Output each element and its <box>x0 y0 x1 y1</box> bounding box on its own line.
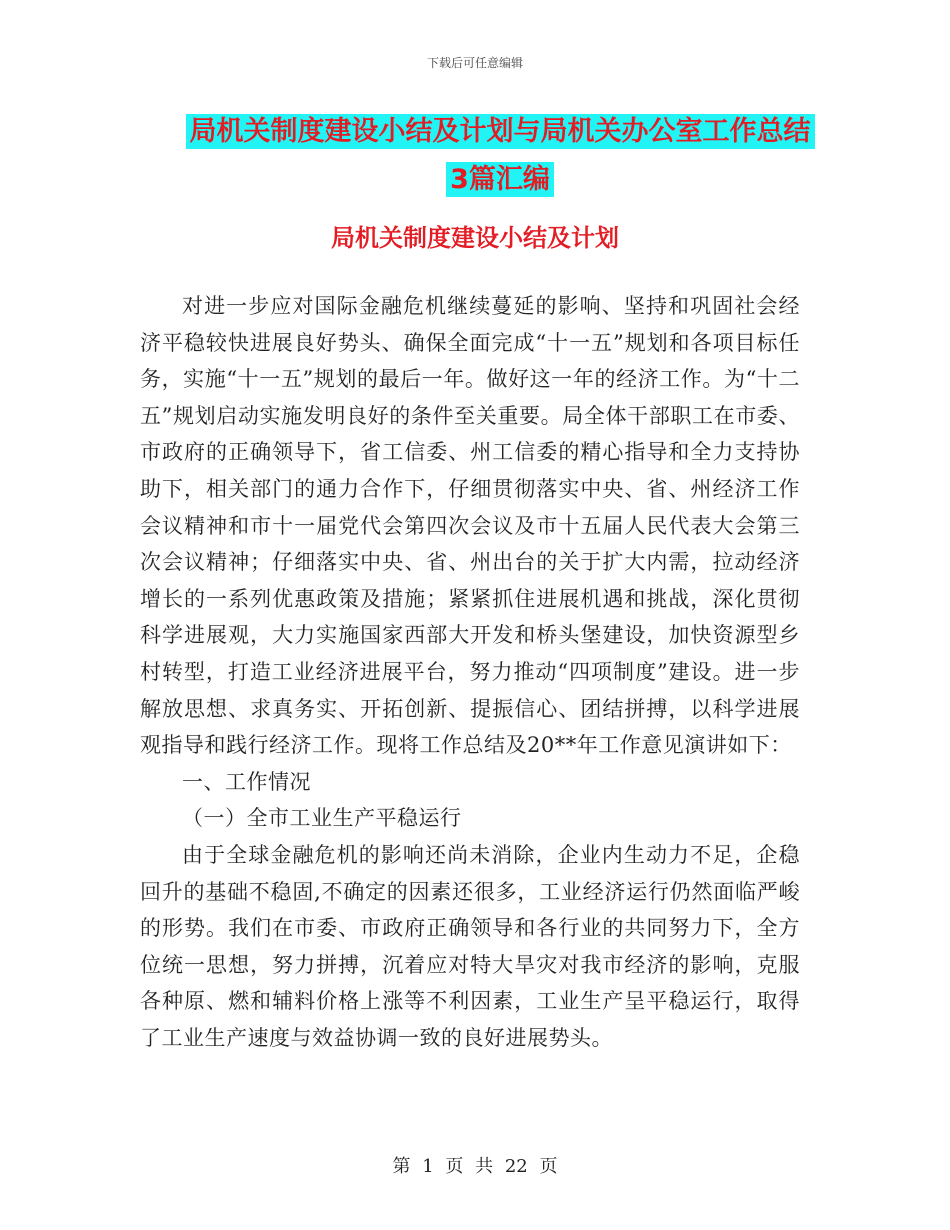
document-title-line1: 局机关制度建设小结及计划与局机关办公室工作总结 <box>186 114 815 149</box>
paragraph-industrial: 由于全球金融危机的影响还尚未消除，企业内生动力不足，企稳回升的基础不稳固,不确定的因素还很多，工业经济运行仍然面临严峻的形势。我们在市委、市政府正确领导和各行业的共同努力下，全方位统一思想，努力拼搏，沉着应对特大旱灾对我市经济的影响，克服各种原、燃和辅料价格上涨等不利因素，工业生产呈平稳运行，取得了工业生产速度与效益协调一致的良好进展势头。 <box>140 842 800 1050</box>
document-body <box>140 288 800 1056</box>
document-title-line2: 3篇汇编 <box>446 162 554 197</box>
subheading-industrial-production: （一）全市工业生产平稳运行 <box>182 806 462 831</box>
paragraph-intro: 对进一步应对国际金融危机继续蔓延的影响、坚持和巩固社会经济平稳较快进展良好势头、确保全面完成“十一五”规划和各项目标任务，实施“十一五”规划的最后一年。做好这一年的经济工作。为“十二五”规划启动实施发明良好的条件至关重要。局全体干部职工在市委、市政府的正确领导下，省工信委、州工信委的精心指导和全力支持协助下，相关部门的通力合作下，仔细贯彻落实中央、省、州经济工作会议精神和市十一届党代会第四次会议及市十五届人民代表大会第三次会议精神；仔细落实中央、省、州出台的关于扩大内需，拉动经济增长的一系列优惠政策及措施；紧紧抓住进展机遇和挑战，深化贯彻科学进展观，大力实施国家西部大开发和桥头堡建设，加快资源型乡村转型，打造工业经济进展平台，努力推动“四项制度”建设。进一步解放思想、求真务实、开拓创新、提振信心、团结拼搏，以科学进展观指导和践行经济工作。现将工作总结及20**年工作意见演讲如下： <box>140 294 800 758</box>
page-footer: 第 1 页 共 22 页 <box>392 1156 558 1177</box>
heading-work-situation: 一、工作情况 <box>182 769 311 794</box>
section-title: 局机关制度建设小结及计划 <box>331 224 619 252</box>
header-note: 下载后可任意编辑 <box>426 56 523 70</box>
document-title <box>140 108 860 204</box>
